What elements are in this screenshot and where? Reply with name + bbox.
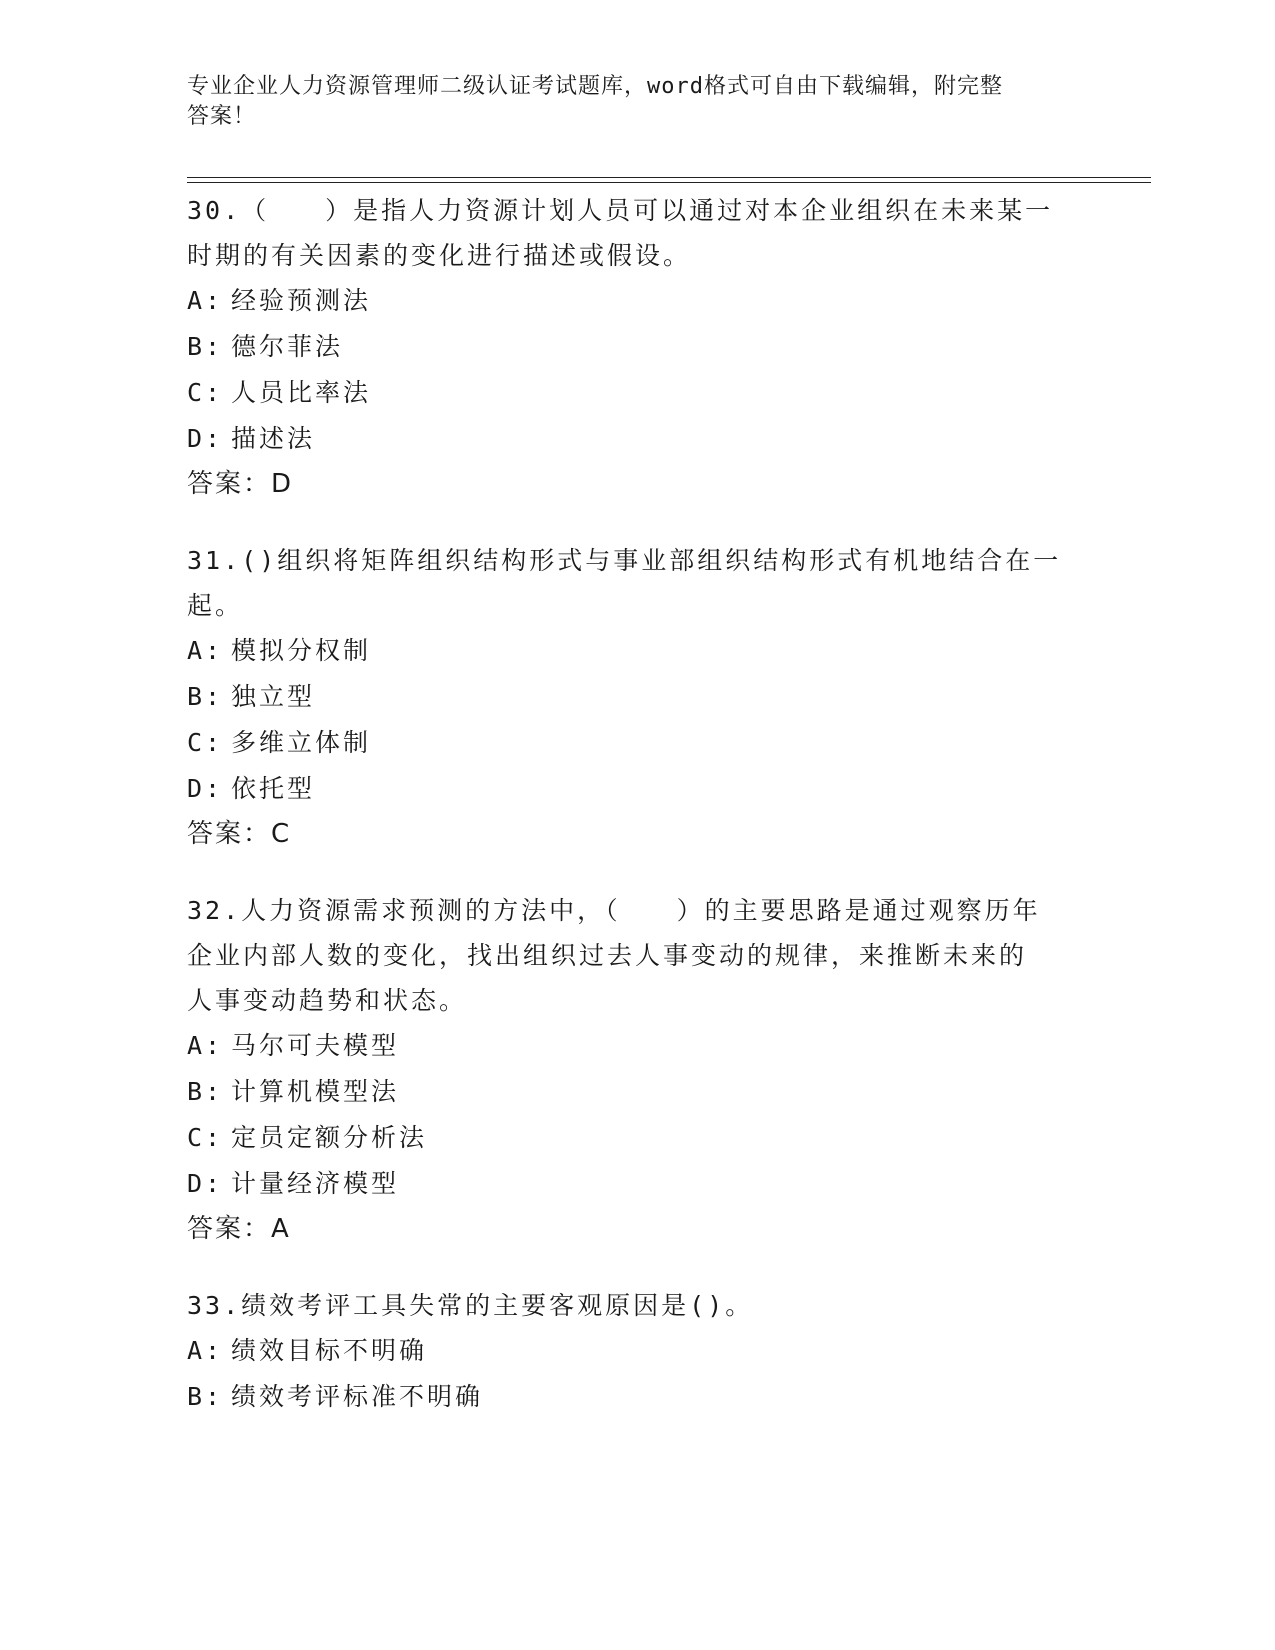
question-stem-line: 起。 <box>187 591 244 620</box>
question-33 <box>187 1283 1067 1420</box>
option-c <box>187 720 1067 766</box>
option-letter: C: <box>187 1123 224 1152</box>
option-letter: B: <box>187 682 224 711</box>
option-text: 德尔菲法 <box>231 332 344 361</box>
option-text: 计算机模型法 <box>231 1077 400 1106</box>
option-letter: A: <box>187 636 224 665</box>
answer-label: 答案： <box>187 1214 272 1244</box>
option-a <box>187 1328 1067 1374</box>
answer-line <box>187 1207 1067 1253</box>
document-header <box>187 72 1067 132</box>
option-letter: C: <box>187 728 224 757</box>
option-text: 计量经济模型 <box>231 1169 400 1198</box>
option-b <box>187 324 1067 370</box>
option-text: 描述法 <box>231 424 316 453</box>
option-text: 绩效考评标准不明确 <box>231 1382 484 1411</box>
question-stem-line: 人事变动趋势和状态。 <box>187 986 468 1015</box>
question-stem-line: 32.人力资源需求预测的方法中，（ ）的主要思路是通过观察历年 <box>187 896 1041 925</box>
answer-value: A <box>271 1214 290 1244</box>
option-b <box>187 1374 1067 1420</box>
question-32 <box>187 888 1067 1253</box>
option-d <box>187 1161 1067 1207</box>
option-letter: D: <box>187 1169 224 1198</box>
option-b <box>187 674 1067 720</box>
option-letter: B: <box>187 332 224 361</box>
option-text: 独立型 <box>231 682 316 711</box>
option-a <box>187 278 1067 324</box>
header-line-1: 专业企业人力资源管理师二级认证考试题库，word格式可自由下载编辑，附完整 <box>187 74 1003 99</box>
option-text: 绩效目标不明确 <box>231 1336 428 1365</box>
option-c <box>187 1115 1067 1161</box>
option-a <box>187 1023 1067 1069</box>
answer-line <box>187 812 1067 858</box>
question-30 <box>187 188 1067 508</box>
question-stem <box>187 1283 1067 1328</box>
option-text: 人员比率法 <box>231 378 372 407</box>
option-letter: A: <box>187 1336 224 1365</box>
option-text: 定员定额分析法 <box>231 1123 428 1152</box>
option-text: 马尔可夫模型 <box>231 1031 400 1060</box>
question-31 <box>187 538 1067 858</box>
answer-label: 答案： <box>187 469 272 499</box>
header-line-2: 答案！ <box>187 104 257 129</box>
option-letter: C: <box>187 378 224 407</box>
option-letter: B: <box>187 1382 224 1411</box>
option-letter: D: <box>187 424 224 453</box>
answer-line <box>187 462 1067 508</box>
option-text: 多维立体制 <box>231 728 372 757</box>
answer-label: 答案： <box>187 819 272 849</box>
option-b <box>187 1069 1067 1115</box>
option-text: 依托型 <box>231 774 316 803</box>
option-letter: D: <box>187 774 224 803</box>
question-stem <box>187 188 1067 278</box>
option-letter: B: <box>187 1077 224 1106</box>
option-d <box>187 416 1067 462</box>
question-stem-line: 企业内部人数的变化，找出组织过去人事变动的规律，来推断未来的 <box>187 941 1028 970</box>
option-letter: A: <box>187 1031 224 1060</box>
question-stem-line: 33.绩效考评工具失常的主要客观原因是()。 <box>187 1291 754 1320</box>
question-stem <box>187 888 1067 1023</box>
question-stem-line: 31.()组织将矩阵组织结构形式与事业部组织结构形式有机地结合在一 <box>187 546 1062 575</box>
option-c <box>187 370 1067 416</box>
option-text: 经验预测法 <box>231 286 372 315</box>
question-stem-line: 时期的有关因素的变化进行描述或假设。 <box>187 241 692 270</box>
header-divider-bottom <box>187 182 1151 183</box>
option-d <box>187 766 1067 812</box>
option-letter: A: <box>187 286 224 315</box>
header-divider-top <box>187 177 1151 178</box>
answer-value: D <box>271 469 293 499</box>
answer-value: C <box>271 819 291 849</box>
question-stem-line: 30.（ ）是指人力资源计划人员可以通过对本企业组织在未来某一 <box>187 196 1054 225</box>
option-a <box>187 628 1067 674</box>
question-stem <box>187 538 1067 628</box>
option-text: 模拟分权制 <box>231 636 372 665</box>
